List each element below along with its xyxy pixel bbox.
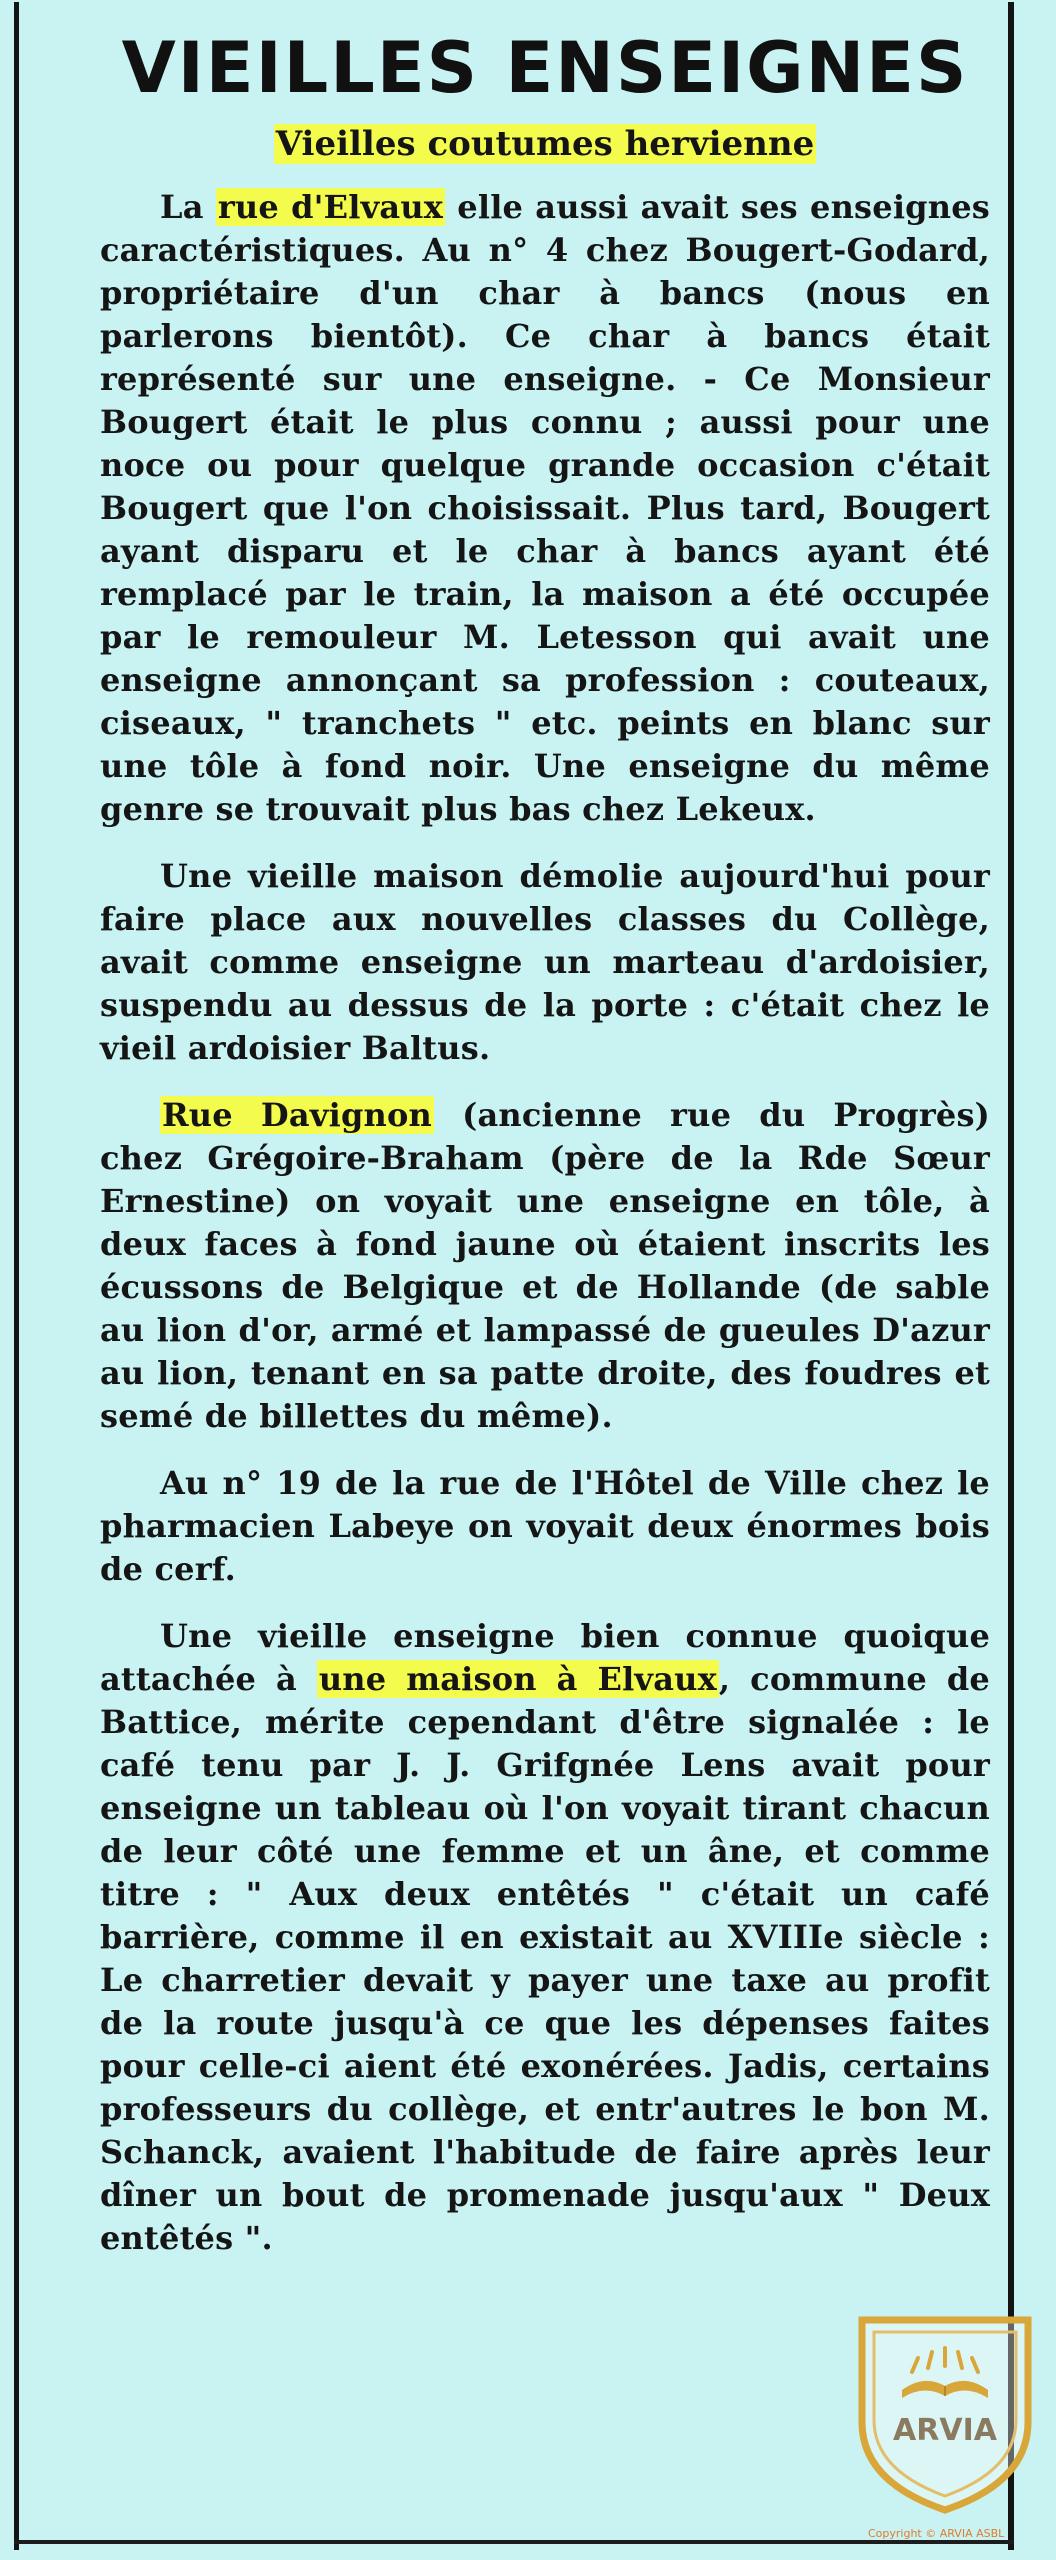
paragraph-text: Une vieille maison démolie aujourd'hui pour faire place aux nouvelles classes du Collège, avait comme enseigne un marteau d'ardoisier, suspendu au dessus de la porte : c'était chez le vieil ardoisier Baltus. [100, 857, 990, 1067]
logo-text: ARVIA [893, 2413, 997, 2448]
paragraph-text: La [160, 188, 216, 226]
article-subtitle [100, 120, 990, 168]
paragraph-text: elle aussi avait ses enseignes caractéristiques. Au n° 4 chez Bougert-Godard, propriétaire d'un char à bancs (nous en parlerons bientôt). Ce char à bancs était représenté sur une enseigne. - Ce Monsieur Bougert était le plus connu ; aussi pour une noce ou pour quelque grande occasion c'était Bougert que l'on choisissait. Plus tard, Bougert ayant disparu et le char à bancs ayant été remplacé par le train, la maison a été occupée par le remouleur M. Letesson qui avait une enseigne annonçant sa profession : couteaux, ciseaux, " tranchets " etc. peints en blanc sur une tôle à fond noir. Une enseigne du même genre se trouvait plus bas chez Lekeux. [100, 188, 990, 828]
paragraph-rue-davignon [100, 1094, 990, 1438]
article-title: VIEILLES ENSEIGNES [121, 27, 969, 109]
highlight-maison-elvaux: une maison à Elvaux [318, 1660, 717, 1698]
paragraph-maison-elvaux [100, 1615, 990, 2260]
arvia-logo [852, 2312, 1038, 2516]
copyright-notice: Copyright © ARVIA ASBL [868, 2527, 1005, 2540]
subtitle-highlight: Vieilles coutumes hervienne [275, 124, 815, 164]
paragraph-rue-elvaux [100, 186, 990, 831]
paragraph-text: Au n° 19 de la rue de l'Hôtel de Ville chez le pharmacien Labeye on voyait deux énormes bois de cerf. [100, 1464, 990, 1588]
paragraph-text: (ancienne rue du Progrès) chez Grégoire-Braham (père de la Rde Sœur Ernestine) on voyait une enseigne en tôle, à deux faces à fond jaune où étaient inscrits les écussons de Belgique et de Hollande (de sable au lion d'or, armé et lampassé de gueules D'azur au lion, tenant en sa patte droite, des foudres et semé de billettes du même). [100, 1096, 990, 1435]
bottom-rule [14, 2540, 1014, 2544]
paragraph-text: , commune de Battice, mérite cependant d'être signalée : le café tenu par J. J. Grifgnée Lens avait pour enseigne un tableau où l'on voyait tirant chacun de leur côté une femme et un âne, et comme titre : " Aux deux entêtés " c'était un café barrière, comme il en existait au XVIIIe siècle : Le charretier devait y payer une taxe au profit de la route jusqu'à ce que les dépenses faites pour celle-ci aient été exonérées. Jadis, certains professeurs du collège, et entr'autres le bon M. Schanck, avaient l'habitude de faire après leur dîner un bout de promenade jusqu'aux " Deux entêtés ". [100, 1660, 990, 2257]
article [100, 24, 990, 2284]
paragraph-text: Une vieille enseigne bien connue quoique attachée à [100, 1617, 990, 1698]
paragraph-baltus [100, 855, 990, 1070]
highlight-rue-elvaux: rue d'Elvaux [217, 188, 444, 226]
paragraph-labeye [100, 1462, 990, 1591]
highlight-rue-davignon: Rue Davignon [162, 1096, 433, 1134]
